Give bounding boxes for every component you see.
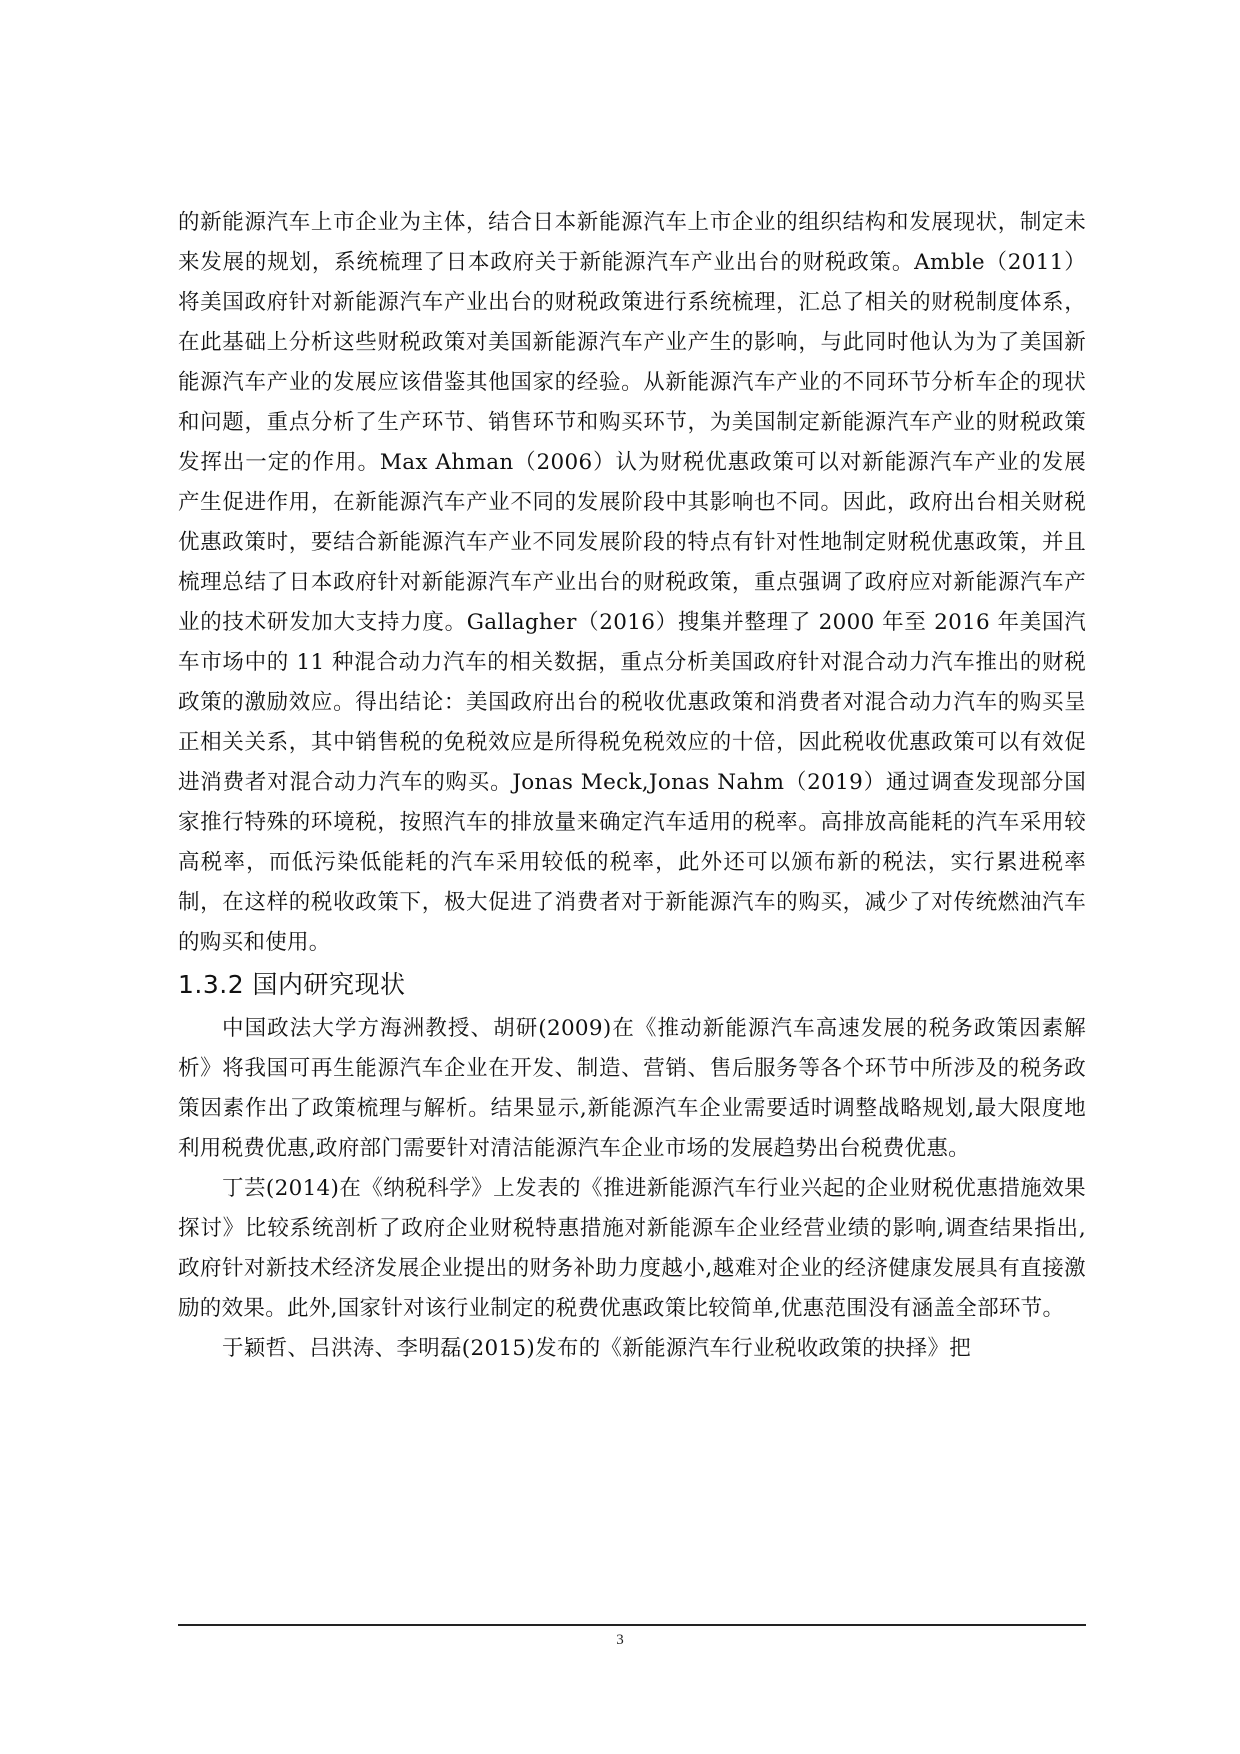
body-text bbox=[178, 203, 1086, 1369]
paragraph-ding-yun-2014: 丁芸(2014)在《纳税科学》上发表的《推进新能源汽车行业兴起的企业财税优惠措施效果探讨》比较系统剖析了政府企业财税特惠措施对新能源车企业经营业绩的影响,调查结果指出,政府针对新技术经济发展企业提出的财务补助力度越小,越难对企业的经济健康发展具有直接激励的效果。此外,国家针对该行业制定的税费优惠政策比较简单,优惠范围没有涵盖全部环节。 bbox=[178, 1176, 1086, 1321]
paragraph-yu-lv-li-2015: 于颖哲、吕洪涛、李明磊(2015)发布的《新能源汽车行业税收政策的抉择》把 bbox=[222, 1336, 972, 1361]
footer-divider bbox=[178, 1624, 1086, 1626]
page-number: 3 bbox=[616, 1632, 624, 1648]
section-heading: 1.3.2 国内研究现状 bbox=[178, 970, 406, 999]
paragraph-fang-hu-2009: 中国政法大学方海洲教授、胡研(2009)在《推动新能源汽车高速发展的税务政策因素解析》将我国可再生能源汽车企业在开发、制造、营销、售后服务等各个环节中所涉及的税务政策因素作出了政策梳理与解析。结果显示,新能源汽车企业需要适时调整战略规划,最大限度地利用税费优惠,政府部门需要针对清洁能源汽车企业市场的发展趋势出台税费优惠。 bbox=[178, 1016, 1086, 1161]
paragraph-foreign-research-continued: 的新能源汽车上市企业为主体，结合日本新能源汽车上市企业的组织结构和发展现状，制定未来发展的规划，系统梳理了日本政府关于新能源汽车产业出台的财税政策。Amble（2011）将美国政府针对新能源汽车产业出台的财税政策进行系统梳理，汇总了相关的财税制度体系，在此基础上分析这些财税政策对美国新能源汽车产业产生的影响，与此同时他认为为了美国新能源汽车产业的发展应该借鉴其他国家的经验。从新能源汽车产业的不同环节分析车企的现状和问题，重点分析了生产环节、销售环节和购买环节，为美国制定新能源汽车产业的财税政策发挥出一定的作用。Max Ahman（2006）认为财税优惠政策可以对新能源汽车产业的发展产生促进作用，在新能源汽车产业不同的发展阶段中其影响也不同。因此，政府出台相关财税优惠政策时，要结合新能源汽车产业不同发展阶段的特点有针对性地制定财税优惠政策，并且梳理总结了日本政府针对新能源汽车产业出台的财税政策，重点强调了政府应对新能源汽车产业的技术研发加大支持力度。Gallagher（2016）搜集并整理了 2000 年至 2016 年美国汽车市场中的 11 种混合动力汽车的相关数据，重点分析美国政府针对混合动力汽车推出的财税政策的激励效应。得出结论：美国政府出台的税收优惠政策和消费者对混合动力汽车的购买呈正相关关系，其中销售税的免税效应是所得税免税效应的十倍，因此税收优惠政策可以有效促进消费者对混合动力汽车的购买。Jonas Meck,Jonas Nahm（2019）通过调查发现部分国家推行特殊的环境税，按照汽车的排放量来确定汽车适用的税率。高排放高能耗的汽车采用较高税率，而低污染低能耗的汽车采用较低的税率，此外还可以颁布新的税法，实行累进税率制，在这样的税收政策下，极大促进了消费者对于新能源汽车的购买，减少了对传统燃油汽车的购买和使用。 bbox=[178, 210, 1086, 955]
